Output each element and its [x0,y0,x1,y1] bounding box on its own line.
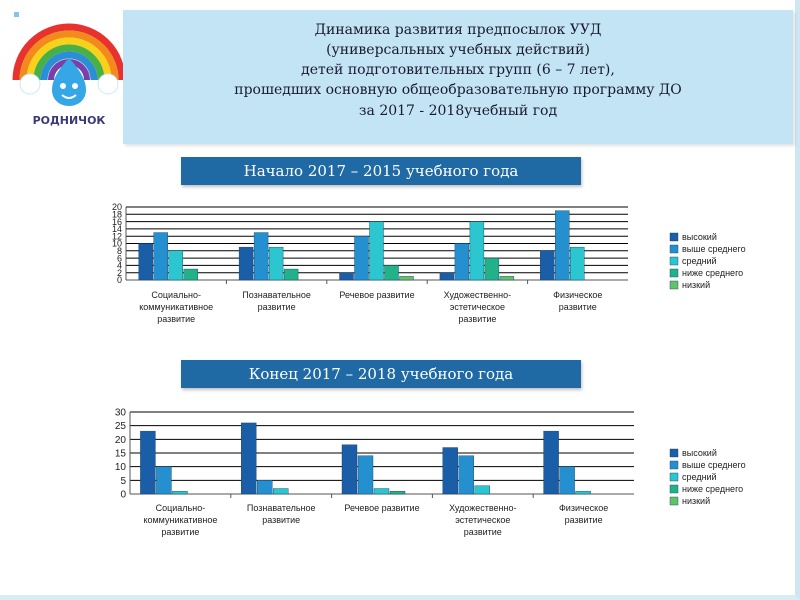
banner-end-year: Конец 2017 – 2018 учебного года [181,360,581,388]
y-tick-label: 25 [114,421,126,433]
legend-swatch [670,497,678,505]
category-label: коммуникативное [143,515,218,525]
category-label: Художественно- [443,290,512,300]
bar-средний [576,491,591,494]
category-label: Социально- [155,503,206,513]
y-tick-label: 0 [120,489,126,501]
bar-выше-среднего [455,244,469,281]
legend-swatch [670,245,678,253]
category-label: Речевое развитие [344,503,420,513]
bar-средний [273,489,288,494]
bar-низкий [400,276,414,280]
bar-высокий [440,273,454,280]
legend-label: высокий [682,232,717,242]
legend-label: средний [682,472,717,482]
title-line-3: детей подготовительных групп (6 – 7 лет), [301,62,615,78]
bar-ниже-среднего [485,258,499,280]
y-tick-label: 16 [111,216,122,227]
bar-ниже-среднего [284,269,298,280]
bar-высокий [239,247,253,280]
bar-выше-среднего [156,467,171,494]
legend-swatch [670,233,678,241]
legend-swatch [670,281,678,289]
y-tick-label: 10 [114,462,126,474]
legend-swatch [670,485,678,493]
legend-label: низкий [682,496,711,506]
bar-средний [169,251,183,280]
category-label: Познавательное [242,290,311,300]
legend-swatch [670,473,678,481]
y-tick-label: 5 [120,475,126,487]
bar-средний [470,222,484,280]
category-label: Физическое [553,290,603,300]
y-tick-label: 12 [111,231,122,242]
bar-высокий [540,251,554,280]
category-label: Познавательное [246,503,316,513]
title-line-1: Динамика развития предпосылок УУД [314,22,602,38]
category-label: коммуникативное [139,302,214,312]
category-label: развитие [257,302,296,312]
bar-выше-среднего [560,467,575,494]
title-line-5: за 2017 - 2018учебный год [358,103,558,119]
bar-высокий [342,445,357,494]
bar-ниже-среднего [390,491,405,494]
y-tick-label: 8 [116,245,122,256]
legend-swatch [670,257,678,265]
bar-средний [269,247,283,280]
category-label: Социально- [151,290,202,300]
legend-swatch [670,269,678,277]
bar-высокий [340,273,354,280]
bar-высокий [139,244,153,281]
y-tick-label: 20 [114,434,126,446]
bar-средний [370,222,384,280]
bar-выше-среднего [257,480,272,494]
category-label: развитие [262,515,301,525]
y-tick-label: 10 [111,238,122,249]
legend-label: ниже среднего [682,268,744,278]
bar-выше-среднего [358,456,373,494]
bar-высокий [241,423,256,494]
bar-средний [172,491,187,494]
bar-средний [570,247,584,280]
legend-label: выше среднего [682,460,746,470]
bar-выше-среднего [254,233,268,280]
bar-высокий [140,431,155,494]
bar-низкий [500,276,514,280]
legend-label: высокий [682,448,717,458]
bar-выше-среднего [154,233,168,280]
bar-высокий [544,431,559,494]
legend-label: средний [682,256,717,266]
bar-выше-среднего [459,456,474,494]
y-tick-label: 20 [111,202,122,213]
legend-label: выше среднего [682,244,746,254]
bar-ниже-среднего [385,265,399,280]
title-line-4: прошедших основную общеобразовательную программу ДО [234,82,682,98]
bar-выше-среднего [555,211,569,280]
y-tick-label: 6 [116,253,122,264]
category-label: Художественно- [449,503,517,513]
category-label: эстетическое [455,515,511,525]
legend-swatch [670,449,678,457]
bar-высокий [443,448,458,494]
category-label: развитие [463,527,502,537]
bar-средний [374,489,389,494]
category-label: эстетическое [449,302,506,312]
y-tick-label: 4 [116,260,122,271]
category-label: развитие [157,314,196,324]
y-tick-label: 2 [116,267,122,278]
logo-text: РОДНИЧОК [32,114,106,127]
y-tick-label: 30 [114,407,126,419]
category-label: Физическое [558,503,609,513]
category-label: развитие [458,314,497,324]
category-label: развитие [564,515,603,525]
legend-swatch [670,461,678,469]
y-tick-label: 15 [114,448,126,460]
y-tick-label: 14 [111,224,122,235]
banner-start-year: Начало 2017 – 2015 учебного года [181,157,581,185]
y-tick-label: 0 [116,275,122,286]
y-tick-label: 18 [111,209,122,220]
legend-label: низкий [682,280,711,290]
category-label: Речевое развитие [339,290,415,300]
legend-label: ниже среднего [682,484,744,494]
bar-ниже-среднего [184,269,198,280]
category-label: развитие [558,302,597,312]
title-line-2: (универсальных учебных действий) [326,42,590,58]
bar-средний [475,486,490,494]
category-label: развитие [161,527,200,537]
bar-выше-среднего [355,236,369,280]
